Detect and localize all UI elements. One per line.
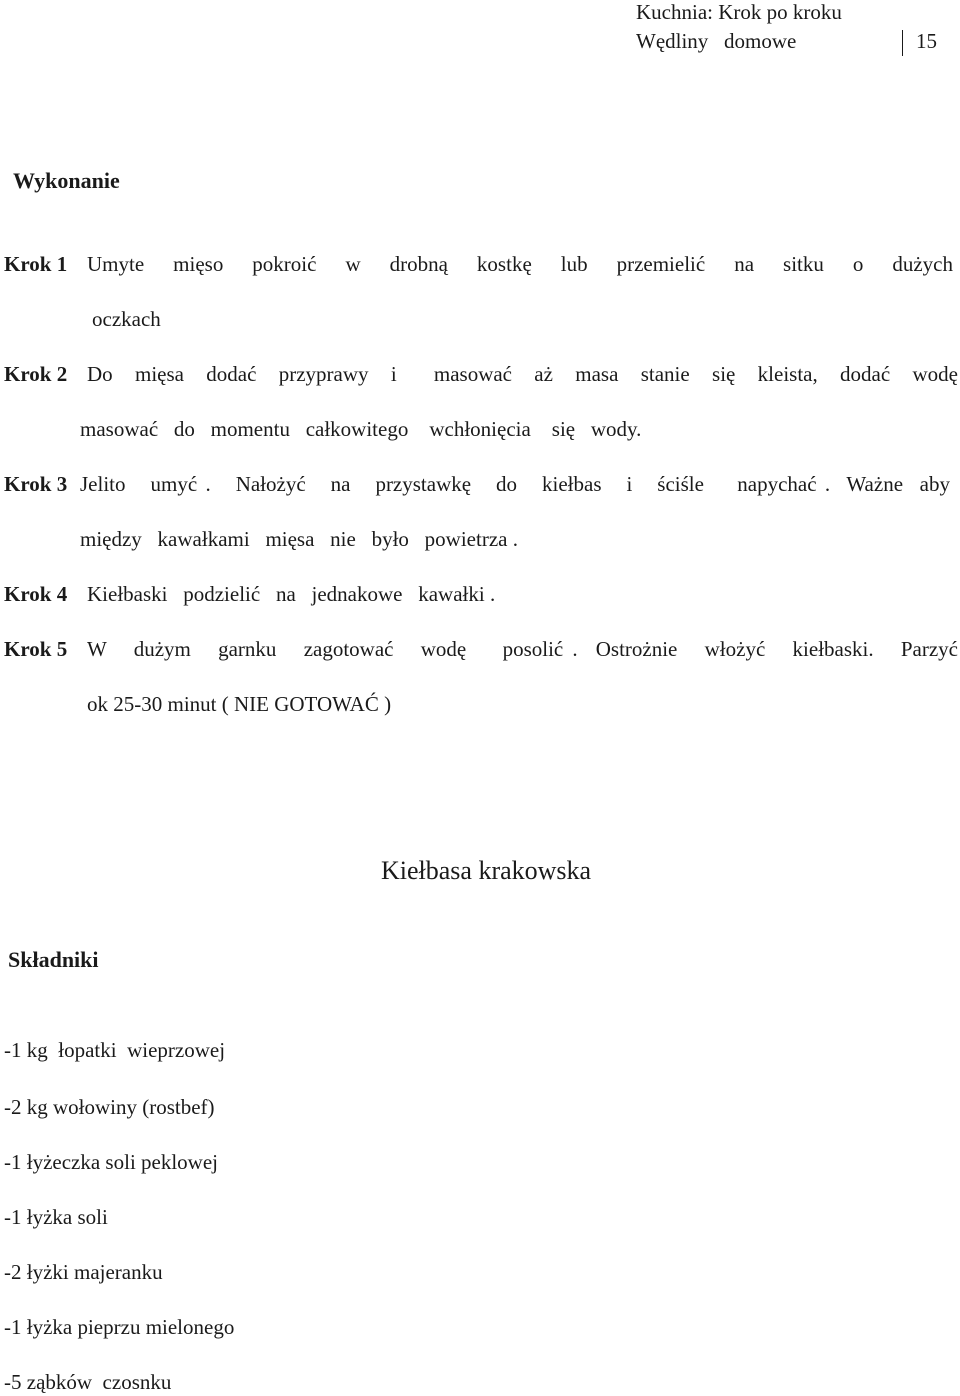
step-2-line-2: masować do momentu całkowitego wchłonięcia się wody. bbox=[80, 417, 642, 441]
ingredient-item: -2 łyżki majeranku bbox=[4, 1260, 163, 1284]
ingredient-item: -1 kg łopatki wieprzowej bbox=[4, 1038, 226, 1062]
ingredient-item: -1 łyżka soli bbox=[4, 1205, 108, 1229]
step-4-line-1: Kiełbaski podzielić na jednakowe kawałki . bbox=[87, 582, 496, 606]
page-number: 15 bbox=[916, 29, 937, 53]
step-1-line-1: Umyte mięso pokroić w drobną kostkę lub przemielić na sitku o dużych bbox=[87, 252, 953, 276]
method-heading: Wykonanie bbox=[13, 168, 120, 193]
ingredient-item: -2 kg wołowiny (rostbef) bbox=[4, 1095, 215, 1119]
step-2-label: Krok 2 bbox=[4, 362, 68, 386]
step-3-line-2: między kawałkami mięsa nie było powietrza . bbox=[80, 527, 518, 551]
page-number-divider bbox=[902, 30, 903, 56]
step-4-label: Krok 4 bbox=[4, 582, 68, 606]
step-5-label: Krok 5 bbox=[4, 637, 68, 661]
chapter-title: Wędliny domowe bbox=[636, 29, 797, 53]
book-title: Kuchnia: Krok po kroku bbox=[636, 0, 842, 24]
ingredient-item: -5 ząbków czosnku bbox=[4, 1370, 172, 1394]
recipe-title: Kiełbasa krakowska bbox=[381, 856, 592, 885]
step-5-line-2: ok 25-30 minut ( NIE GOTOWAĆ ) bbox=[87, 692, 392, 716]
step-5-line-1: W dużym garnku zagotować wodę posolić . Ostrożnie włożyć kiełbaski. Parzyć bbox=[87, 637, 958, 661]
step-2-line-1: Do mięsa dodać przyprawy i masować aż masa stanie się kleista, dodać wodę bbox=[87, 362, 958, 386]
step-1-label: Krok 1 bbox=[4, 252, 68, 276]
step-3-label: Krok 3 bbox=[4, 472, 68, 496]
ingredients-heading: Składniki bbox=[8, 947, 99, 972]
ingredient-item: -1 łyżeczka soli peklowej bbox=[4, 1150, 218, 1174]
step-1-line-2: oczkach bbox=[92, 307, 161, 331]
step-3-line-1: Jelito umyć . Nałożyć na przystawkę do kiełbas i ściśle napychać . Ważne aby bbox=[80, 472, 950, 496]
ingredient-item: -1 łyżka pieprzu mielonego bbox=[4, 1315, 235, 1339]
